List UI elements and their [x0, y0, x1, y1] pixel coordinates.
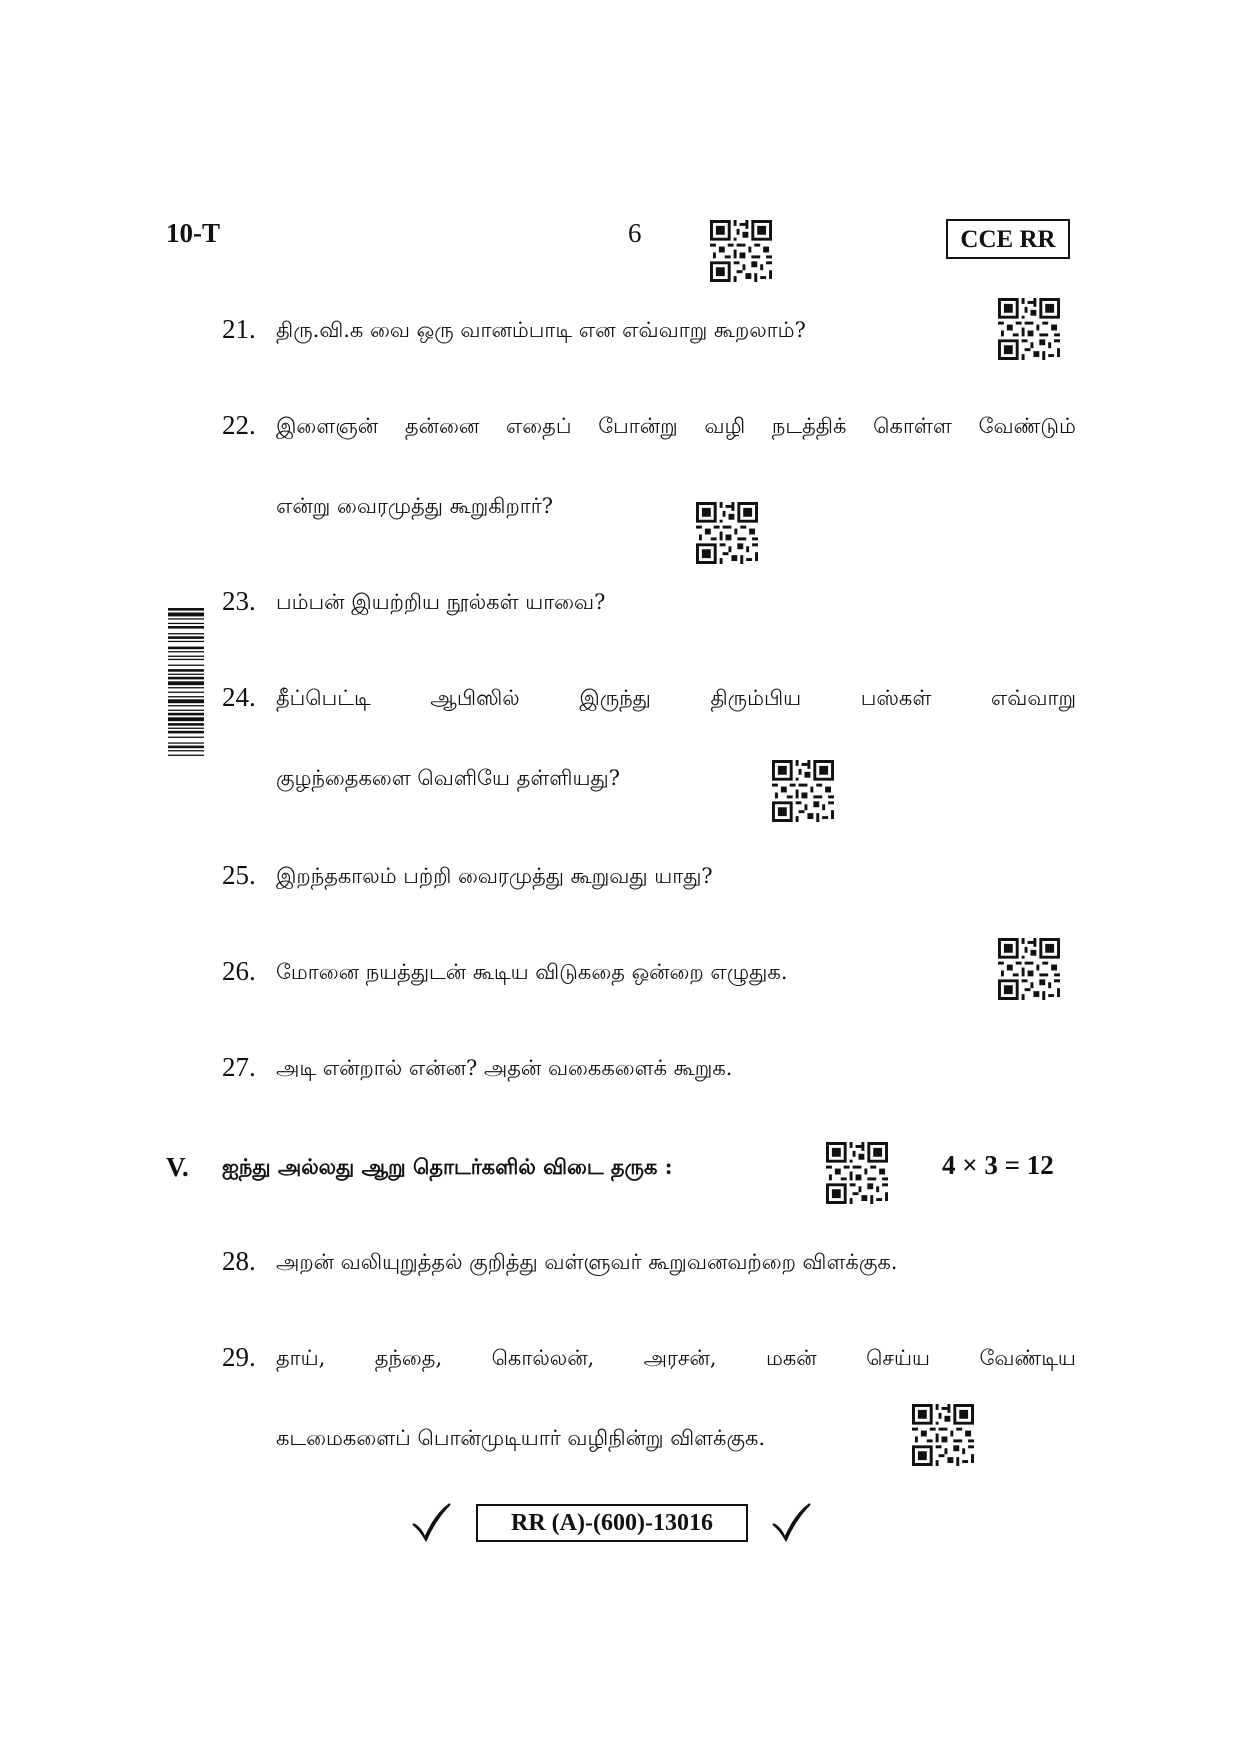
question-number: 27. — [222, 1052, 256, 1082]
question-number: 24. — [222, 682, 256, 712]
question-text-line — [276, 686, 1076, 713]
word: தாய், — [276, 1346, 326, 1370]
section-instruction: ஐந்து அல்லது ஆறு தொடர்களில் விடை தருக : — [222, 1154, 673, 1179]
word: திரும்பிய — [710, 686, 802, 710]
qr-code-icon — [912, 1404, 974, 1466]
word: இருந்து — [579, 686, 651, 710]
qr-code-icon — [998, 938, 1060, 1000]
question-text: இறந்தகாலம் பற்றி வைரமுத்து கூறுவது யாது? — [276, 864, 713, 888]
word: போன்று — [598, 414, 678, 438]
question-text: மோனை நயத்துடன் கூடிய விடுகதை ஒன்றை எழுதுக. — [276, 960, 788, 984]
question-number: 22. — [222, 410, 256, 440]
question-number: 29. — [222, 1342, 256, 1372]
paper-code: 10-T — [166, 218, 220, 248]
word: இளைஞன் — [276, 414, 379, 438]
question-text-continued: கடமைகளைப் பொன்முடியார் வழிநின்று விளக்குக. — [276, 1426, 766, 1450]
question-text-continued: என்று வைரமுத்து கூறுகிறார்? — [276, 494, 553, 518]
qr-code-icon — [826, 1142, 888, 1204]
question-number: 23. — [222, 586, 256, 616]
word: கொல்லன், — [491, 1346, 595, 1370]
question-text-line — [276, 1346, 1076, 1373]
qr-code-icon — [696, 502, 758, 564]
question-number: 21. — [222, 314, 256, 344]
question-number: 26. — [222, 956, 256, 986]
word: தீப்பெட்டி — [276, 686, 371, 710]
word: வேண்டும் — [978, 414, 1076, 438]
word: கொள்ள — [873, 414, 952, 438]
word: அரசன், — [643, 1346, 717, 1370]
word: நடத்திக் — [771, 414, 847, 438]
series-badge: CCE RR — [946, 219, 1070, 259]
word: எதைப் — [505, 414, 572, 438]
qr-code-icon — [998, 298, 1060, 360]
page-number: 6 — [628, 218, 642, 248]
qr-code-icon — [710, 220, 772, 282]
footer-code: RR (A)-(600)-13016 — [476, 1504, 748, 1542]
word: வேண்டிய — [979, 1346, 1076, 1370]
word: எவ்வாறு — [990, 686, 1076, 710]
question-number: 25. — [222, 860, 256, 890]
word: பஸ்கள் — [860, 686, 932, 710]
barcode-icon — [168, 608, 204, 876]
question-text: திரு.வி.க வை ஒரு வானம்பாடி என எவ்வாறு கூறலாம்? — [276, 318, 806, 342]
word: தந்தை, — [374, 1346, 443, 1370]
qr-code-icon — [772, 760, 834, 822]
section-marks: 4 × 3 = 12 — [942, 1150, 1054, 1180]
check-mark-icon — [410, 1502, 452, 1542]
question-text: அடி என்றால் என்ன? அதன் வகைகளைக் கூறுக. — [276, 1056, 733, 1080]
word: மகன் — [765, 1346, 817, 1370]
word: தன்னை — [404, 414, 480, 438]
question-text: பம்பன் இயற்றிய நூல்கள் யாவை? — [276, 590, 606, 614]
word: ஆபிஸில் — [430, 686, 520, 710]
question-number: 28. — [222, 1246, 256, 1276]
word: வழி — [704, 414, 746, 438]
question-text: அறன் வலியுறுத்தல் குறித்து வள்ளுவர் கூறுவனவற்றை விளக்குக. — [276, 1250, 898, 1274]
check-mark-icon — [770, 1502, 812, 1542]
question-text-line — [276, 414, 1076, 441]
question-text-continued: குழந்தைகளை வெளியே தள்ளியது? — [276, 766, 620, 790]
word: செய்ய — [866, 1346, 931, 1370]
section-number: V. — [166, 1152, 189, 1182]
